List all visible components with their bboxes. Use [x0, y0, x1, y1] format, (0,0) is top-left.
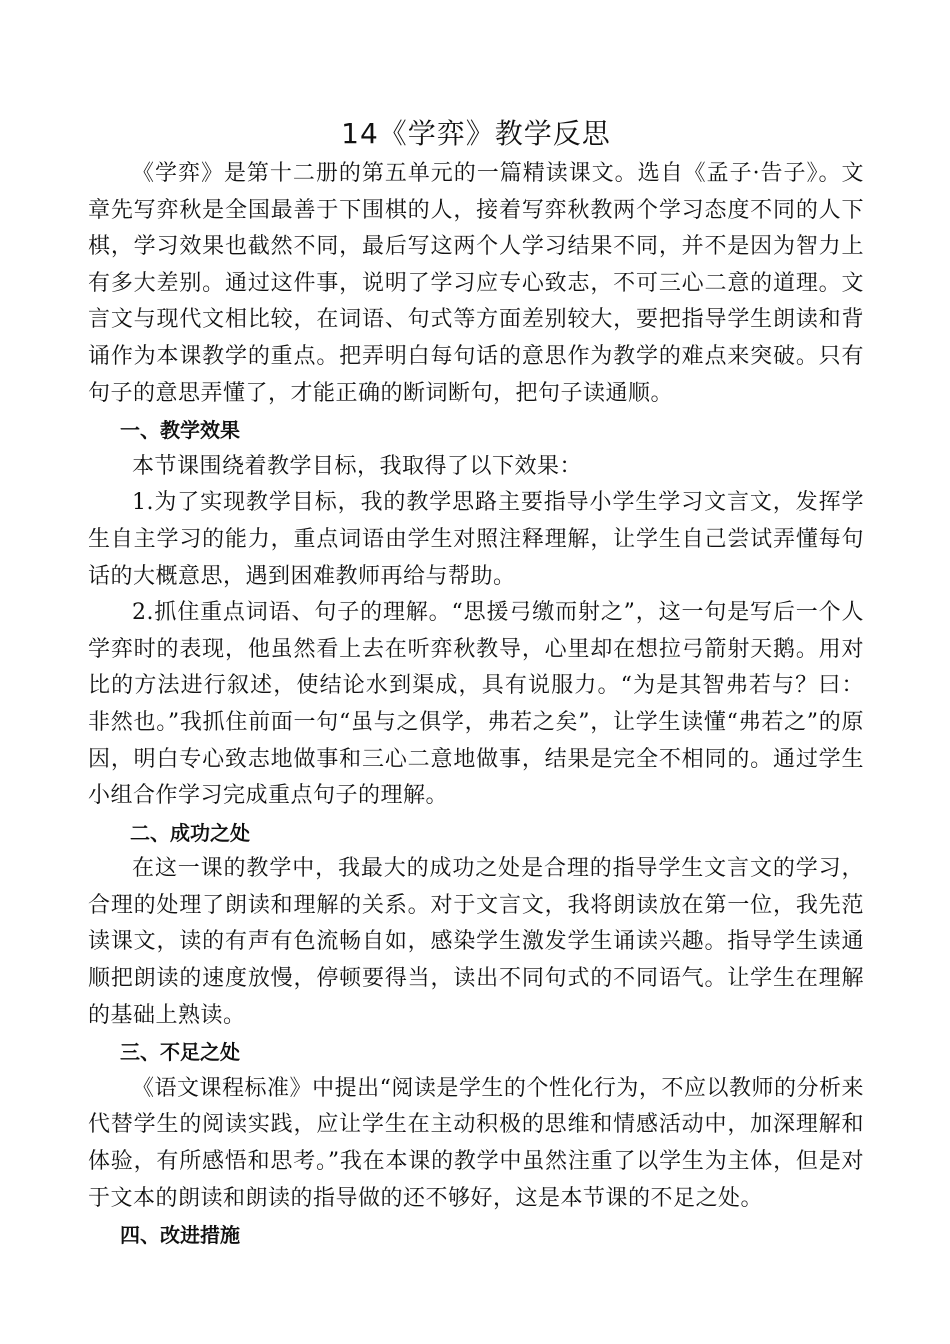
shortcomings-paragraph: 《语文课程标准》中提出“阅读是学生的个性化行为，不应以教师的分析来代替学生的阅读实践，应让学生在主动积极的思维和情感活动中，加深理解和体验，有所感悟和思考。”我在本课的教学中虽然注重了以学生为主体，但是对于文本的朗读和朗读的指导做的还不够好，这是本节课的不足之处。: [88, 1075, 864, 1211]
effects-point-1: 1.为了实现教学目标，我的教学思路主要指导小学生学习文言文，发挥学生自主学习的能力，重点词语由学生对照注释理解，让学生自己尝试弄懂每句话的大概意思，遇到困难教师再给与帮助。: [88, 490, 864, 589]
intro-paragraph: 《学弈》是第十二册的第五单元的一篇精读课文。选自《孟子·告子》。文章先写弈秋是全国最善于下围棋的人，接着写弈秋教两个学习态度不同的人下棋，学习效果也截然不同，最后写这两个人学习结果不同，并不是因为智力上有多大差别。通过这件事，说明了学习应专心致志，不可三心二意的道理。文言文与现代文相比较，在词语、句式等方面差别较大，要把指导学生朗读和背诵作为本课教学的重点。把弄明白每句话的意思作为教学的难点来突破。只有句子的意思弄懂了，才能正确的断词断句，把句子读通顺。: [88, 161, 864, 406]
effects-lead-paragraph: 本节课围绕着教学目标，我取得了以下效果：: [132, 453, 583, 479]
section-heading-effects: 一、教学效果: [120, 418, 240, 443]
section-heading-shortcomings: 三、不足之处: [120, 1040, 240, 1065]
section-heading-improvements: 四、改进措施: [120, 1223, 240, 1248]
section-heading-success: 二、成功之处: [130, 820, 250, 845]
document-page: [88, 112, 864, 1254]
effects-point-2: 2.抓住重点词语、句子的理解。“思援弓缴而射之”，这一句是写后一个人学弈时的表现，他虽然看上去在听弈秋教导，心里却在想拉弓箭射天鹅。用对比的方法进行叙述，使结论水到渠成，具有说服力。“为是其智弗若与？曰：非然也。”我抓住前面一句“虽与之俱学，弗若之矣”，让学生读懂“弗若之”的原因，明白专心致志地做事和三心二意地做事，结果是完全不相同的。通过学生小组合作学习完成重点句子的理解。: [88, 600, 864, 809]
success-paragraph: 在这一课的教学中，我最大的成功之处是合理的指导学生文言文的学习，合理的处理了朗读和理解的关系。对于文言文，我将朗读放在第一位，我先范读课文，读的有声有色流畅自如，感染学生激发学生诵读兴趣。指导学生读通顺把朗读的速度放慢，停顿要得当，读出不同句式的不同语气。让学生在理解的基础上熟读。: [88, 856, 864, 1028]
document-title: 14《学弈》教学反思: [341, 117, 611, 150]
